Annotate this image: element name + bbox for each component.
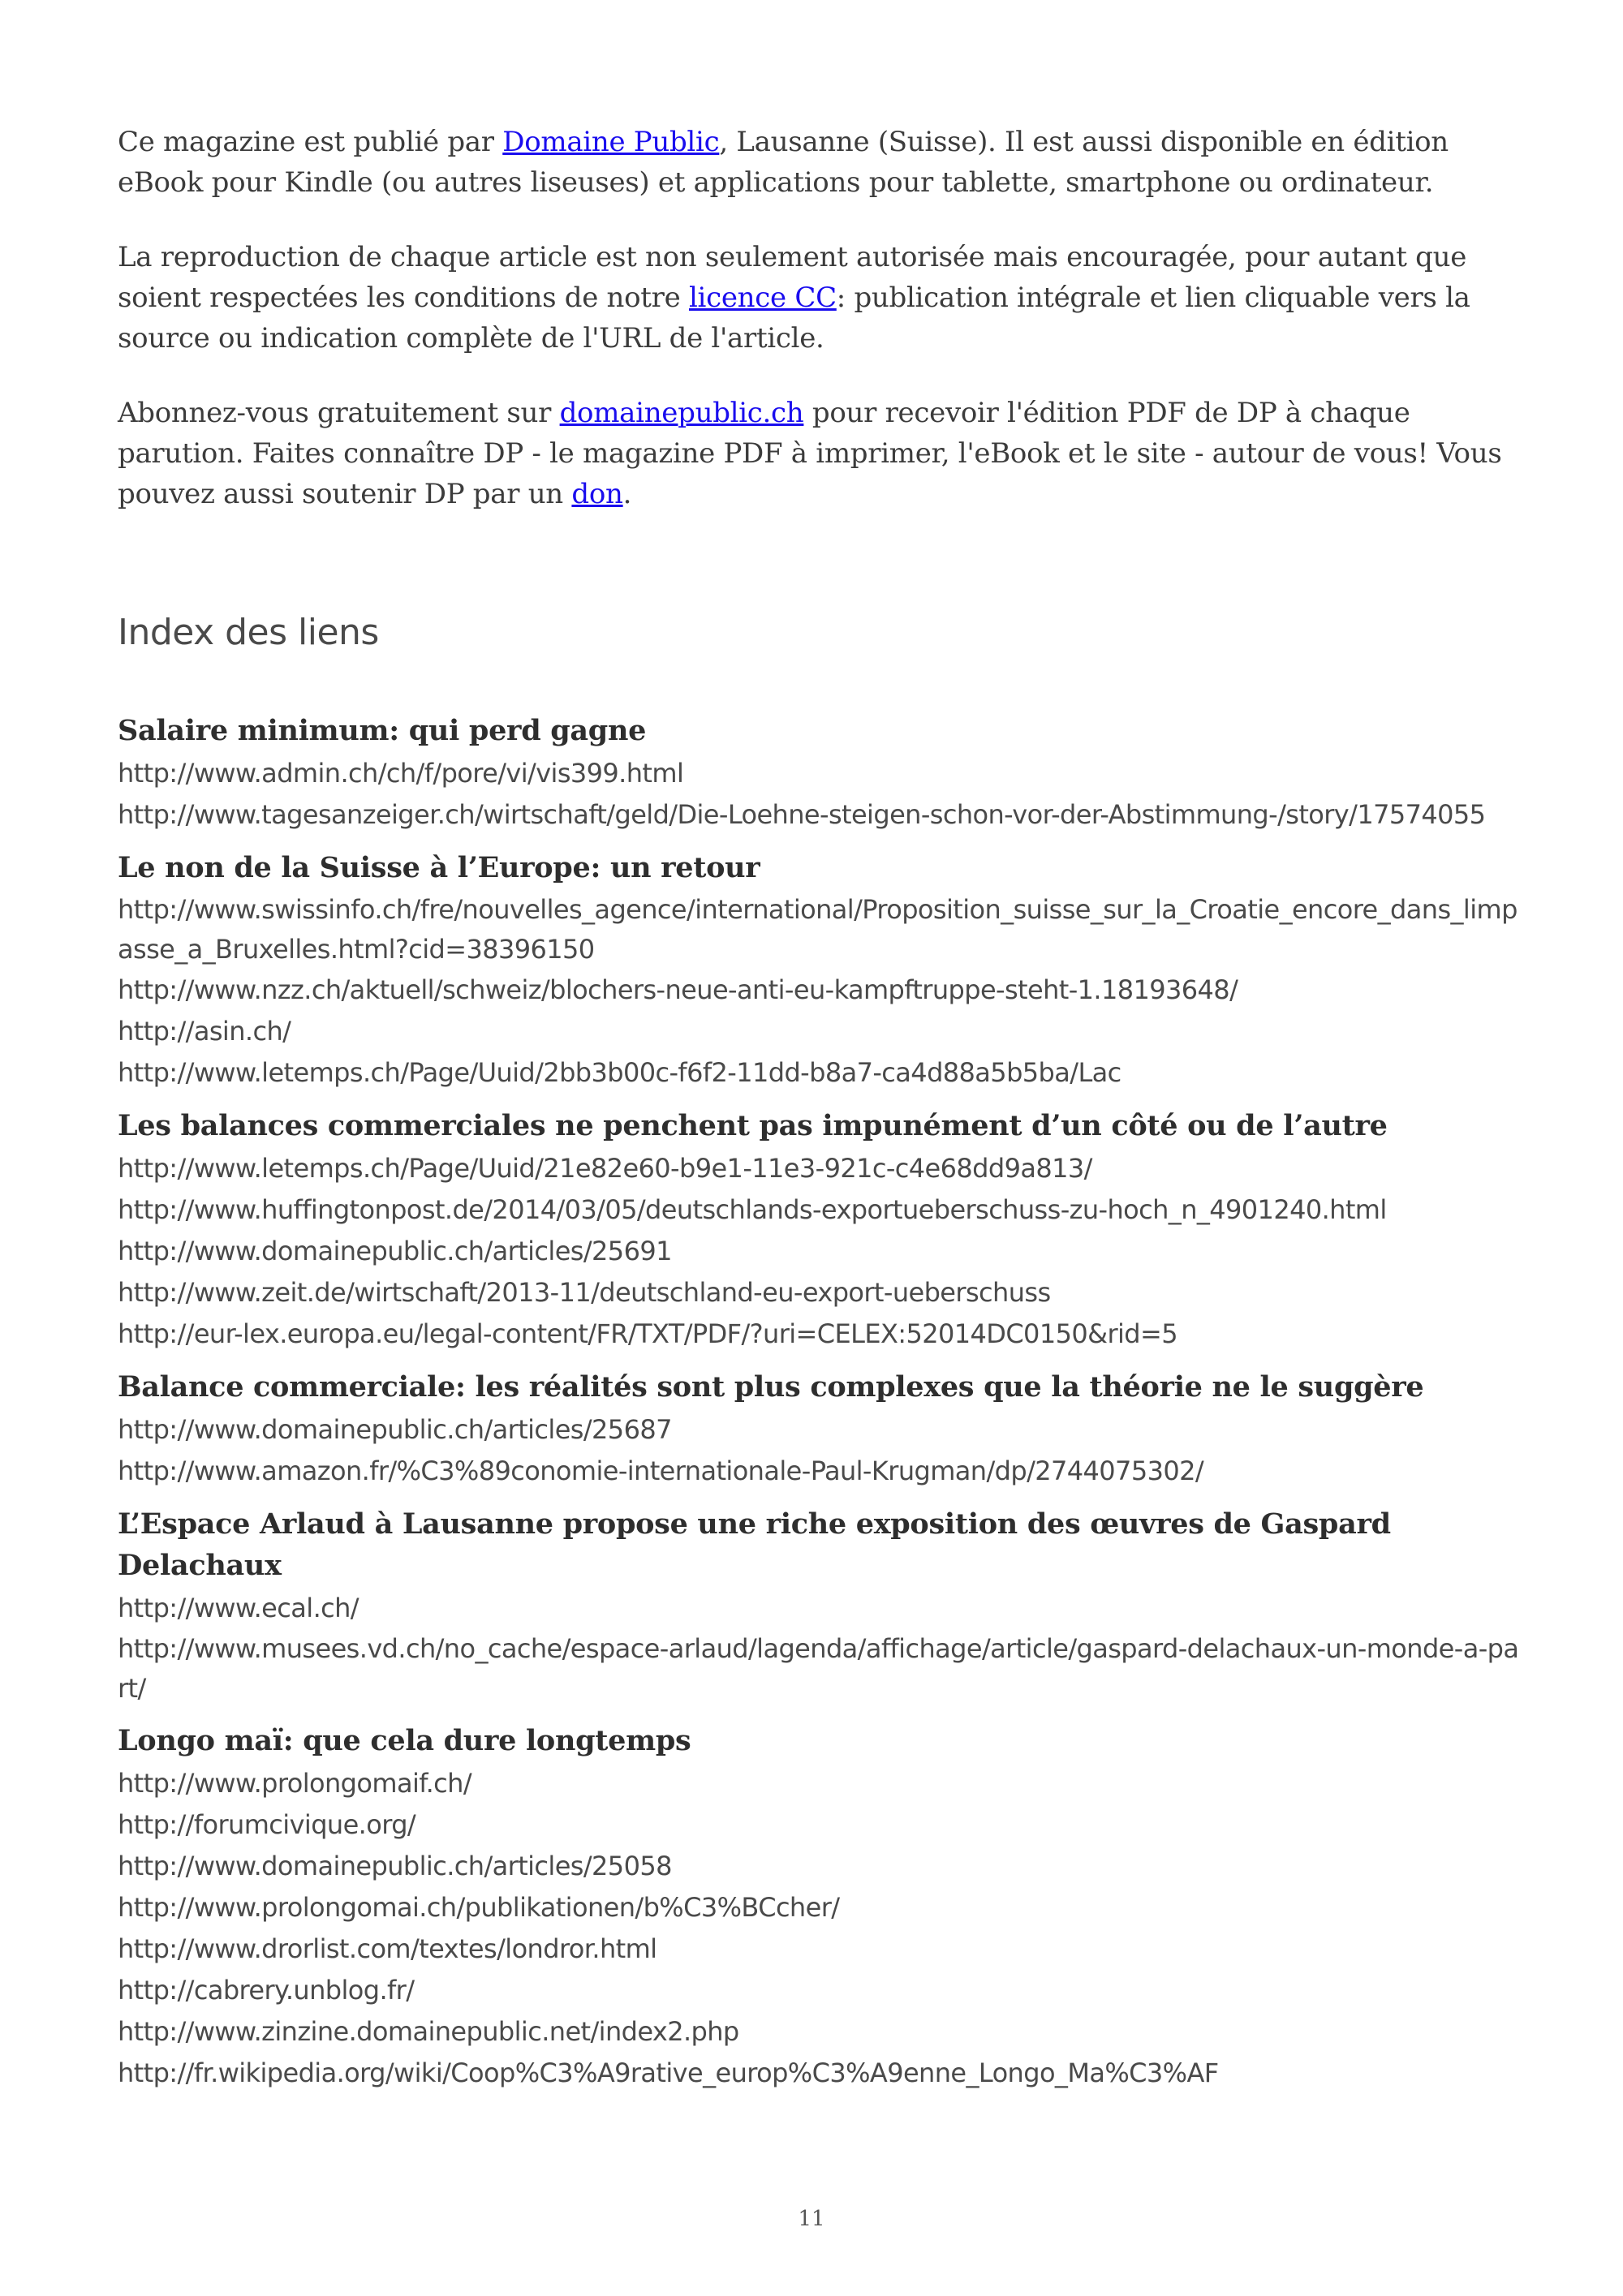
article-link[interactable]: http://www.swissinfo.ch/fre/nouvelles_agence/international/Proposition_suisse_sur_la_Croatie_encore_dans_limpasse_a_Bruxelles.html?cid=38396150 — [118, 894, 1518, 965]
domainepublic-link[interactable]: domainepublic.ch — [559, 397, 804, 429]
intro-text: , Lausanne (Suisse). Il est aussi disponible en édition eBook pour Kindle (ou autres liseuses) et applications pour tablette, smartphone ou ordinateur. — [118, 126, 1449, 199]
article-entry — [118, 847, 1522, 1094]
article-link[interactable]: http://www.prolongomai.ch/publikationen/b%C3%BCcher/ — [118, 1892, 840, 1923]
intro-text: Ce magazine est publié par — [118, 126, 503, 158]
intro-text: La reproduction de chaque article est non seulement autorisée mais encouragée, pour autant que soient respectées les conditions de notre — [118, 241, 1467, 314]
article-entry — [118, 1366, 1522, 1492]
intro-text: : publication intégrale et lien cliquable vers la source ou indication complète de l'URL de l'article. — [118, 282, 1470, 355]
index-title: Index des liens — [118, 612, 379, 653]
don-link[interactable]: don — [571, 478, 623, 510]
intro-paragraph-1 — [118, 122, 1522, 203]
article-entry — [118, 1503, 1522, 1709]
article-entry — [118, 710, 1522, 836]
article-link[interactable]: http://www.ecal.ch/ — [118, 1593, 359, 1623]
article-link[interactable]: http://www.nzz.ch/aktuell/schweiz/blochers-neue-anti-eu-kampftruppe-steht-1.18193648/ — [118, 974, 1238, 1005]
article-link[interactable]: http://www.zinzine.domainepublic.net/index2.php — [118, 2016, 739, 2047]
article-link[interactable]: http://www.musees.vd.ch/no_cache/espace-arlaud/lagenda/affichage/article/gaspard-delachaux-un-monde-a-part/ — [118, 1633, 1519, 1704]
article-link[interactable]: http://eur-lex.europa.eu/legal-content/FR/TXT/PDF/?uri=CELEX:52014DC0150&rid=5 — [118, 1318, 1177, 1349]
article-title: L’Espace Arlaud à Lausanne propose une riche exposition des œuvres de Gaspard Delachaux — [118, 1507, 1391, 1582]
intro-section — [118, 122, 1522, 514]
article-title: Salaire minimum: qui perd gagne — [118, 714, 647, 747]
article-link[interactable]: http://www.zeit.de/wirtschaft/2013-11/deutschland-eu-export-ueberschuss — [118, 1277, 1051, 1308]
domaine-public-link[interactable]: Domaine Public — [502, 126, 720, 158]
article-link[interactable]: http://www.domainepublic.ch/articles/25691 — [118, 1236, 672, 1266]
intro-text: . — [622, 478, 632, 510]
article-link[interactable]: http://www.admin.ch/ch/f/pore/vi/vis399.html — [118, 758, 684, 789]
article-link[interactable]: http://forumcivique.org/ — [118, 1809, 416, 1840]
article-entry — [118, 1105, 1522, 1355]
page-content — [118, 122, 1522, 2105]
intro-paragraph-3 — [118, 393, 1522, 514]
article-link[interactable]: http://www.drorlist.com/textes/londror.html — [118, 1933, 657, 1964]
article-link[interactable]: http://www.huffingtonpost.de/2014/03/05/deutschlands-exportueberschuss-zu-hoch_n_4901240.html — [118, 1194, 1387, 1225]
article-link[interactable]: http://www.domainepublic.ch/articles/25058 — [118, 1851, 672, 1881]
article-link[interactable]: http://www.letemps.ch/Page/Uuid/21e82e60-b9e1-11e3-921c-c4e68dd9a813/ — [118, 1153, 1092, 1184]
article-title: Longo maï: que cela dure longtemps — [118, 1724, 691, 1757]
article-link[interactable]: http://www.prolongomaif.ch/ — [118, 1768, 472, 1799]
article-entry — [118, 1720, 1522, 2094]
article-title: Les balances commerciales ne penchent pas impunément d’un côté ou de l’autre — [118, 1109, 1388, 1142]
page-number: 11 — [798, 2207, 825, 2231]
article-link[interactable]: http://cabrery.unblog.fr/ — [118, 1975, 415, 2006]
article-link[interactable]: http://fr.wikipedia.org/wiki/Coop%C3%A9rative_europ%C3%A9enne_Longo_Ma%C3%AF — [118, 2057, 1219, 2088]
article-title: Balance commerciale: les réalités sont plus complexes que la théorie ne le suggère — [118, 1370, 1424, 1404]
article-link[interactable]: http://www.tagesanzeiger.ch/wirtschaft/geld/Die-Loehne-steigen-schon-vor-der-Abstimmung-/story/17574055 — [118, 799, 1486, 830]
article-link[interactable]: http://asin.ch/ — [118, 1016, 291, 1047]
intro-text: Abonnez-vous gratuitement sur — [118, 397, 560, 429]
link-index — [118, 710, 1522, 2094]
article-link[interactable]: http://www.letemps.ch/Page/Uuid/2bb3b00c-f6f2-11dd-b8a7-ca4d88a5b5ba/Lac — [118, 1057, 1121, 1088]
article-link[interactable]: http://www.amazon.fr/%C3%89conomie-internationale-Paul-Krugman/dp/2744075302/ — [118, 1455, 1204, 1486]
article-title: Le non de la Suisse à l’Europe: un retour — [118, 851, 760, 884]
article-link[interactable]: http://www.domainepublic.ch/articles/25687 — [118, 1414, 672, 1445]
licence-cc-link[interactable]: licence CC — [688, 282, 837, 314]
intro-paragraph-2 — [118, 237, 1522, 359]
intro-text: pour recevoir l'édition PDF de DP à chaque parution. Faites connaître DP - le magazine PDF à imprimer, l'eBook et le site - autour de vous! Vous pouvez aussi soutenir DP par un — [118, 397, 1502, 510]
